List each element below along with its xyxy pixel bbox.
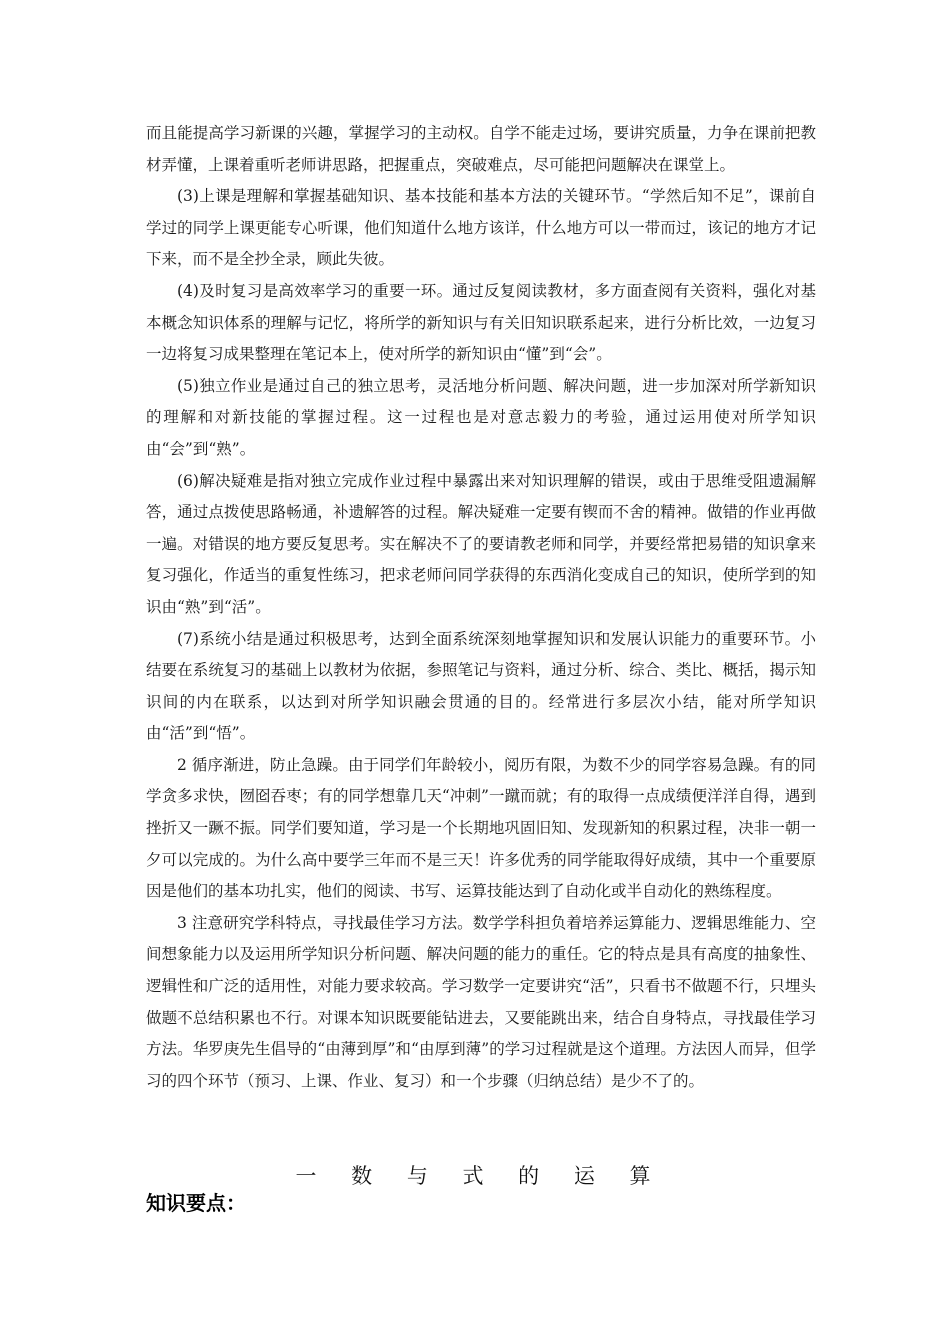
- paragraph-step-7: (7)系统小结是通过积极思考，达到全面系统深刻地掌握知识和发展认识能力的重要环节。小结要在系统复习的基础上以教材为依据，参照笔记与资料，通过分析、综合、类比、概括，揭示知识间的内在联系，以达到对所学知识融会贯通的目的。经常进行多层次小结，能对所学知识由“活”到“悟”。: [146, 629, 816, 743]
- chapter-title: 一 数 与 式 的 运 算: [295, 1164, 665, 1188]
- section-title: 知识要点：: [146, 1191, 246, 1215]
- body-text: [146, 118, 816, 1097]
- paragraph-step-5: (5)独立作业是通过自己的独立思考，灵活地分析问题、解决问题，进一步加深对所学新知识的理解和对新技能的掌握过程。这一过程也是对意志毅力的考验，通过运用使对所学知识由“会”到“熟”。: [146, 376, 816, 458]
- paragraph-point-2: 2 循序渐进，防止急躁。由于同学们年龄较小，阅历有限，为数不少的同学容易急躁。有的同学贪多求快，囫囵吞枣；有的同学想靠几天“冲刺”一蹴而就；有的取得一点成绩便洋洋自得，遇到挫折又一蹶不振。同学们要知道，学习是一个长期地巩固旧知、发现新知的积累过程，决非一朝一夕可以完成的。为什么高中要学三年而不是三天！许多优秀的同学能取得好成绩，其中一个重要原因是他们的基本功扎实，他们的阅读、书写、运算技能达到了自动化或半自动化的熟练程度。: [146, 755, 816, 901]
- paragraph-step-4: (4)及时复习是高效率学习的重要一环。通过反复阅读教材，多方面查阅有关资料，强化对基本概念知识体系的理解与记忆，将所学的新知识与有关旧知识联系起来，进行分析比效，一边复习一边将复习成果整理在笔记本上，使对所学的新知识由“懂”到“会”。: [146, 281, 816, 364]
- paragraph-step-6: (6)解决疑难是指对独立完成作业过程中暴露出来对知识理解的错误，或由于思维受阻遗漏解答，通过点拨使思路畅通，补遗解答的过程。解决疑难一定要有锲而不舍的精神。做错的作业再做一遍。对错误的地方要反复思考。实在解决不了的要请教老师和同学，并要经常把易错的知识拿来复习强化，作适当的重复性练习，把求老师问同学获得的东西消化变成自己的知识，使所学到的知识由“熟”到“活”。: [146, 471, 816, 616]
- paragraph-step-3: (3)上课是理解和掌握基础知识、基本技能和基本方法的关键环节。“学然后知不足”，课前自学过的同学上课更能专心听课，他们知道什么地方该详，什么地方可以一带而过，该记的地方才记下来，而不是全抄全录，顾此失彼。: [146, 187, 816, 269]
- paragraph-continuation: 而且能提高学习新课的兴趣，掌握学习的主动权。自学不能走过场，要讲究质量，力争在课前把教材弄懂，上课着重听老师讲思路，把握重点，突破难点，尽可能把问题解决在课堂上。: [146, 124, 816, 174]
- paragraph-point-3: 3 注意研究学科特点，寻找最佳学习方法。数学学科担负着培养运算能力、逻辑思维能力、空间想象能力以及运用所学知识分析问题、解决问题的能力的重任。它的特点是具有高度的抽象性、逻辑性和广泛的适用性，对能力要求较高。学习数学一定要讲究“活”，只看书不做题不行，只埋头做题不总结积累也不行。对课本知识既要能钻进去，又要能跳出来，结合自身特点，寻找最佳学习方法。华罗庚先生倡导的“由薄到厚”和“由厚到薄”的学习过程就是这个道理。方法因人而异，但学习的四个环节（预习、上课、作业、复习）和一个步骤（归纳总结）是少不了的。: [146, 913, 816, 1090]
